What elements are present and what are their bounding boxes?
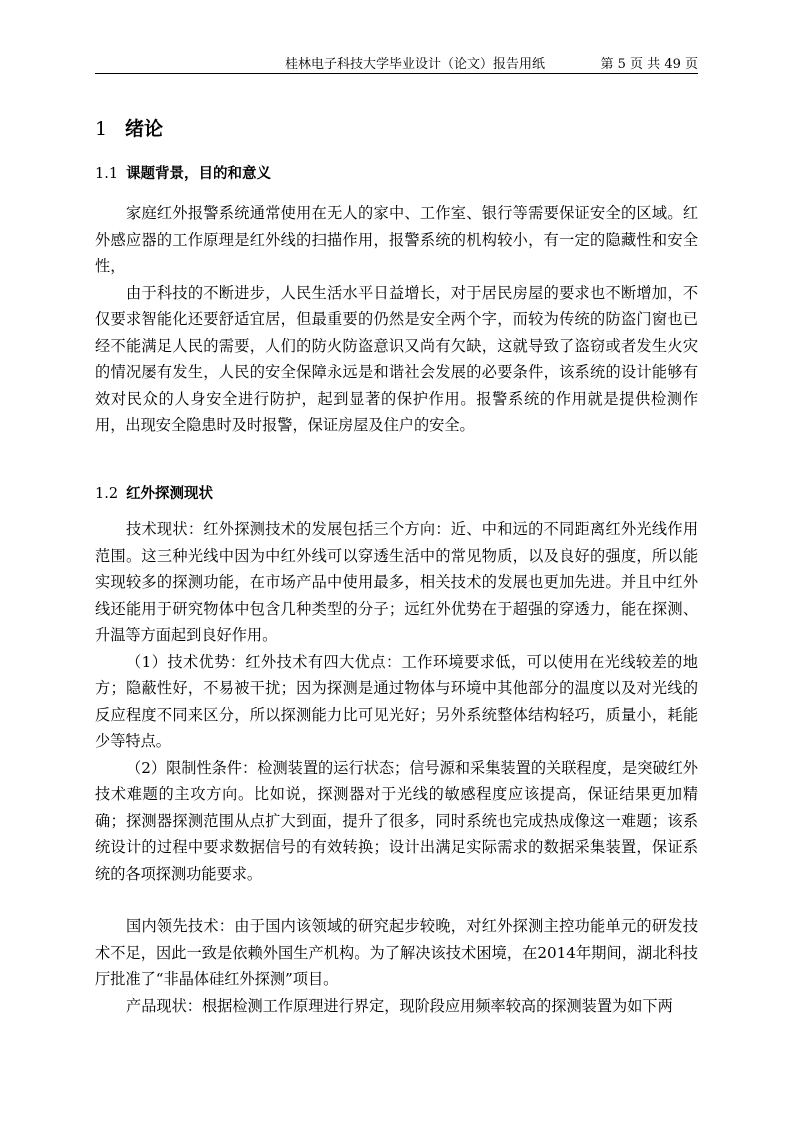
- section-1-2-body: [95, 516, 698, 887]
- section-title: 课题背景，目的和意义: [126, 165, 272, 182]
- header-title: 桂林电子科技大学毕业设计（论文）报告用纸: [285, 57, 546, 72]
- paragraph: 家庭红外报警系统通常使用在无人的家中、工作室、银行等需要保证安全的区域。红外感应器的工作原理是红外线的扫描作用，报警系统的机构较小，有一定的隐藏性和安全性，: [95, 204, 698, 275]
- section-title: 红外探测现状: [126, 485, 214, 502]
- header-rule: [95, 73, 698, 74]
- section-heading-1-1: [95, 162, 271, 183]
- paragraph: 由于科技的不断进步，人民生活水平日益增长，对于居民房屋的要求也不断增加，不仅要求智能化还要舒适宜居，但最重要的仍然是安全两个字，而较为传统的防盗门窗也已经不能满足人民的需要，人们的防火防盗意识又尚有欠缺，这就导致了盗窃或者发生火灾的情况屡有发生，人民的安全保障永远是和谐社会发展的必要条件，该系统的设计能够有效对民众的人身安全进行防护，起到显著的保护作用。报警系统的作用就是提供检测作用，出现安全隐患时及时报警，保证房屋及住户的安全。: [95, 283, 698, 434]
- section-number: 1.1: [95, 166, 119, 182]
- paragraph: 国内领先技术：由于国内该领域的研究起步较晚，对红外探测主控功能单元的研发技术不足，因此一致是依赖外国生产机构。为了解决该技术困境，在2014年期间，湖北科技厅批准了“非晶体硅红外探测”项目。: [95, 917, 698, 988]
- header-page-number: 第 5 页 共 49 页: [600, 57, 698, 72]
- paragraph: 技术现状：红外探测技术的发展包括三个方向：近、中和远的不同距离红外光线作用范围。这三种光线中因为中红外线可以穿透生活中的常见物质，以及良好的强度，所以能实现较多的探测功能，在市场产品中使用最多，相关技术的发展也更加先进。并且中红外线还能用于研究物体中包含几种类型的分子；远红外优势在于超强的穿透力，能在探测、升温等方面起到良好作用。: [95, 520, 698, 644]
- section-1-1-body: [95, 200, 698, 439]
- paragraph: （2）限制性条件：检测装置的运行状态；信号源和采集装置的关联程度，是突破红外技术难题的主攻方向。比如说，探测器对于光线的敏感程度应该提高，保证结果更加精确；探测器探测范围从点扩大到面，提升了很多，同时系统也完成热成像这一难题；该系统设计的过程中要求数据信号的有效转换；设计出满足实际需求的数据采集装置，保证系统的各项探测功能要求。: [95, 758, 698, 883]
- page-header: [95, 53, 698, 73]
- section-heading-1-2: [95, 482, 213, 503]
- section-1-2-body-continued: [95, 913, 698, 1019]
- chapter-heading: [95, 114, 163, 141]
- paragraph: 产品现状：根据检测工作原理进行界定，现阶段应用频率较高的探测装置为如下两: [126, 996, 673, 1015]
- section-number: 1.2: [95, 486, 119, 502]
- paragraph: （1）技术优势：红外技术有四大优点：工作环境要求低，可以使用在光线较差的地方；隐蔽性好，不易被干扰；因为探测是通过物体与环境中其他部分的温度以及对光线的反应程度不同来区分，所以探测能力比可见光好；另外系统整体结构轻巧，质量小，耗能少等特点。: [95, 652, 698, 750]
- chapter-number: 1: [95, 118, 108, 140]
- chapter-title: 绪论: [125, 118, 164, 140]
